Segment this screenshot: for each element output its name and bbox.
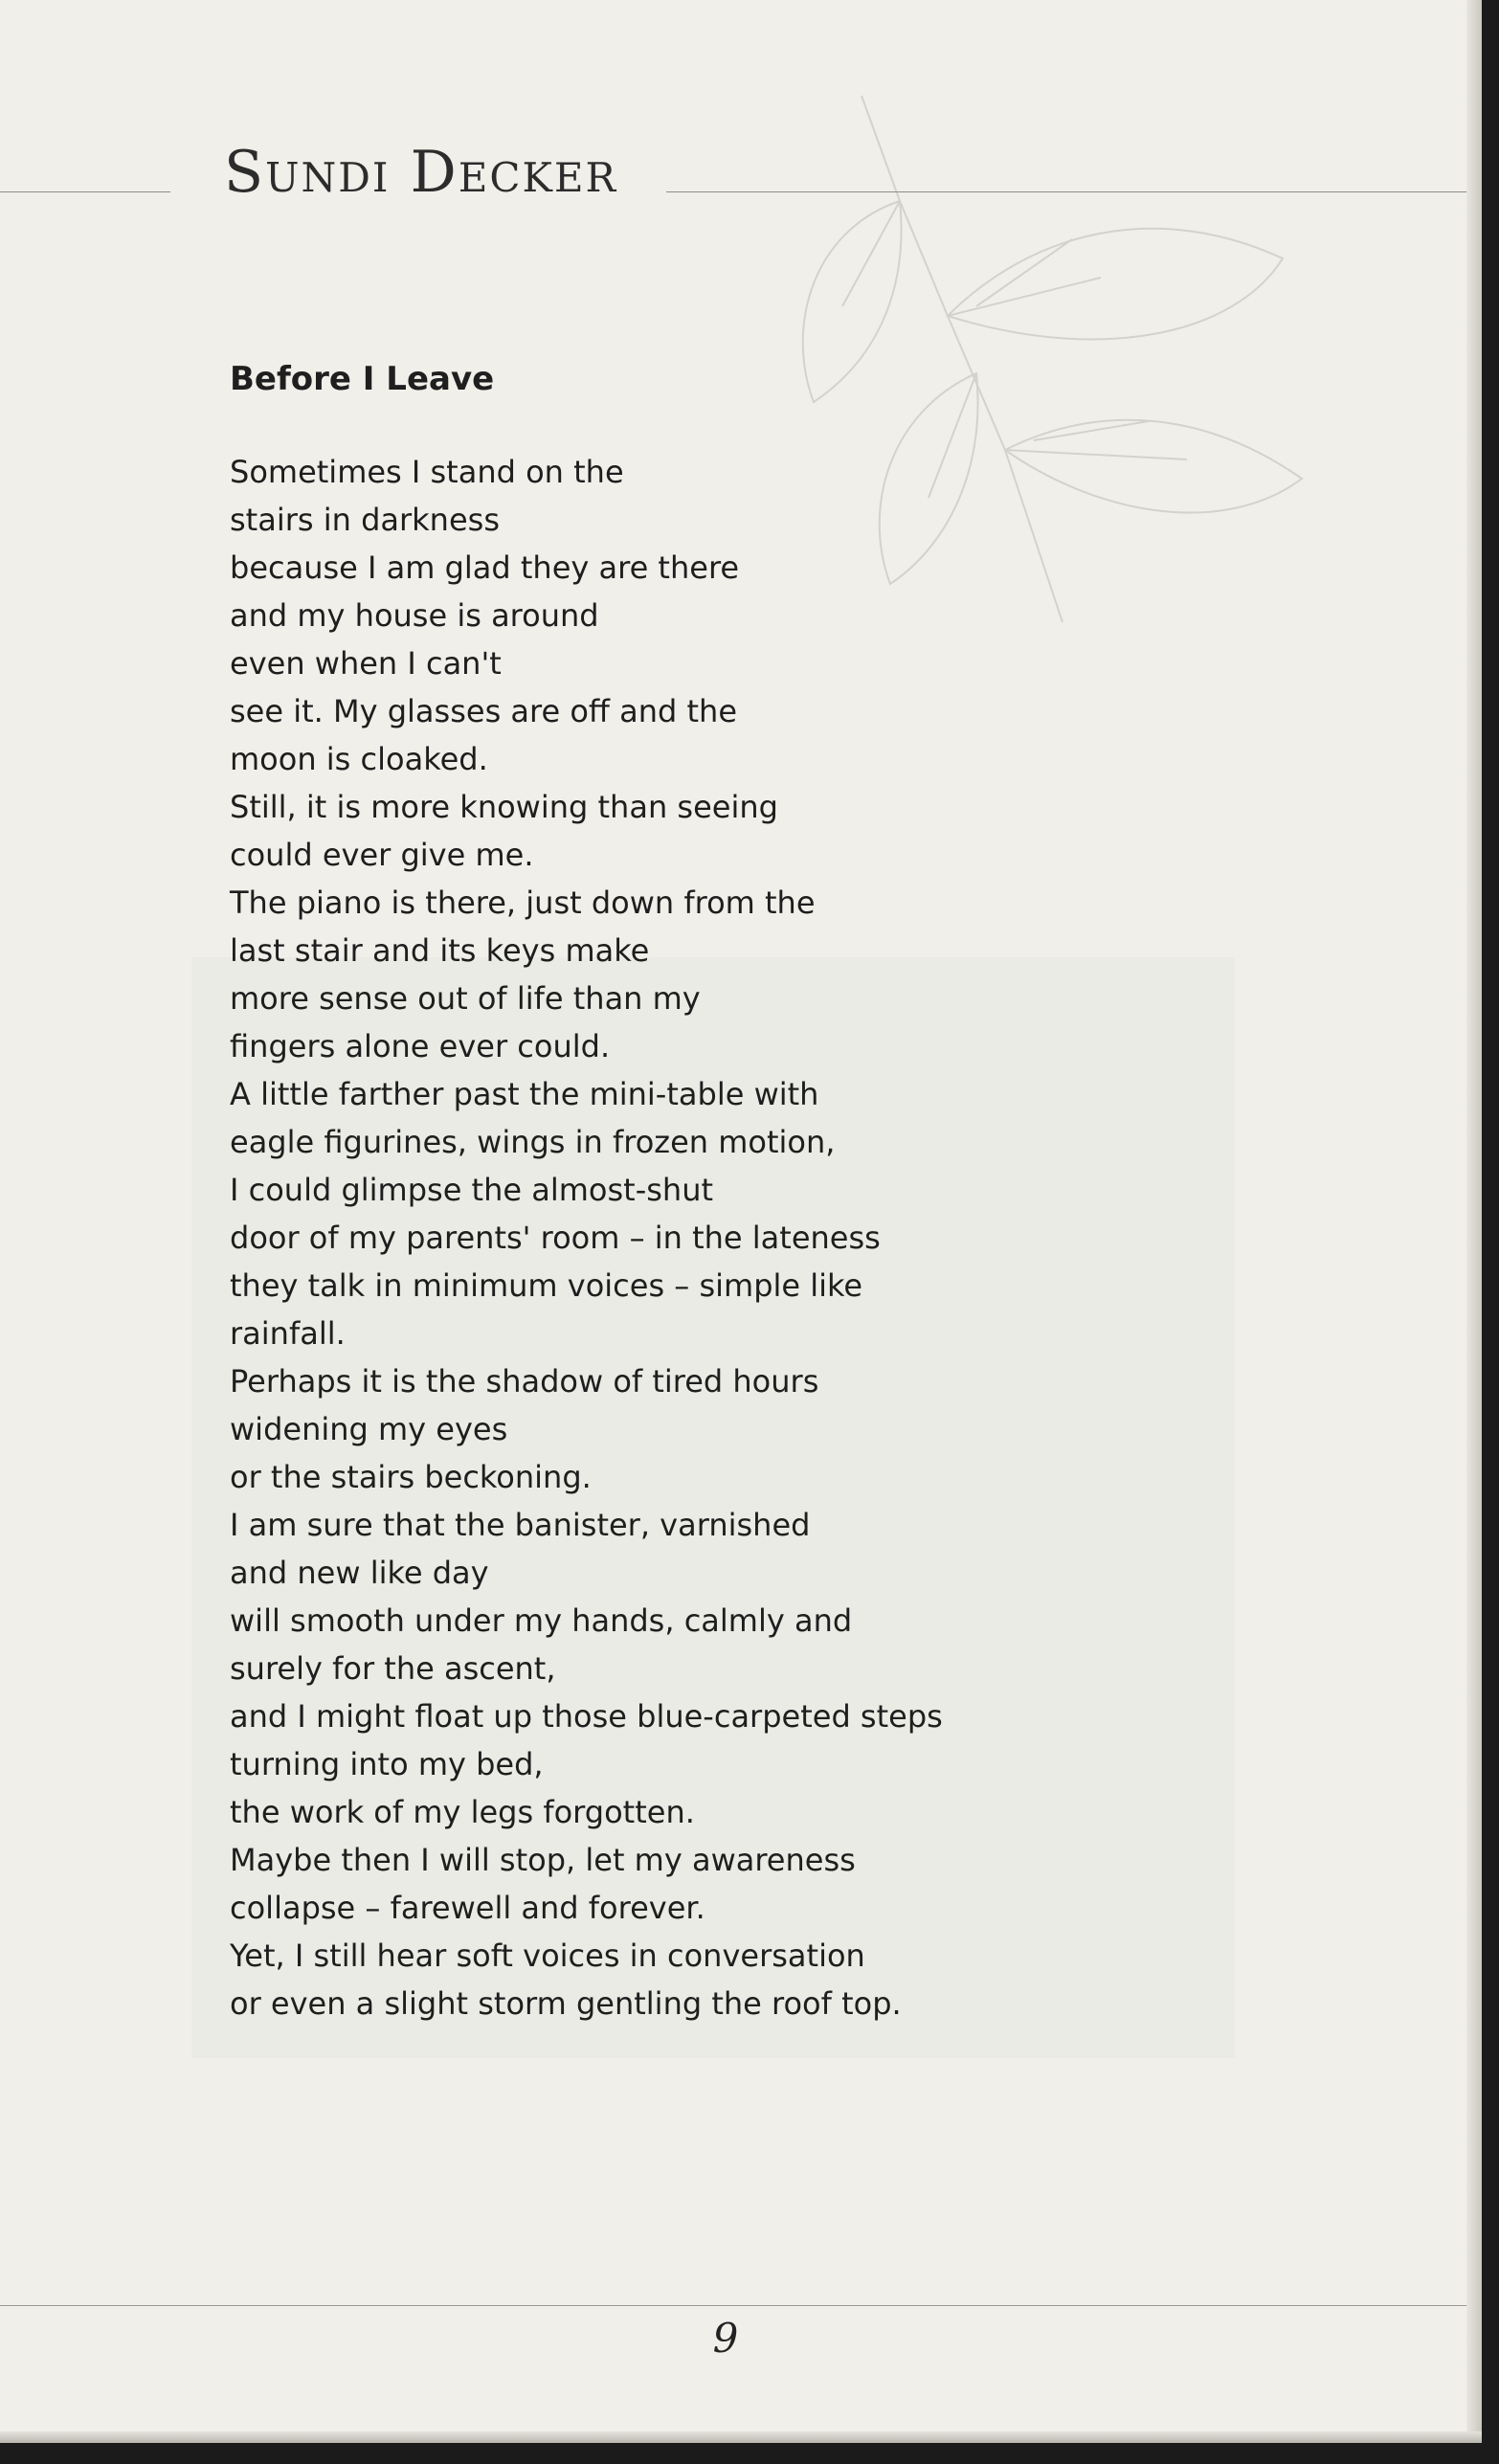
poem-line: they talk in minimum voices – simple like <box>230 1267 863 1304</box>
poem-title: Before I Leave <box>230 360 495 398</box>
poem-line: Yet, I still hear soft voices in conversation <box>230 1938 865 1974</box>
poem-line: Sometimes I stand on the <box>230 454 624 490</box>
poem-line: more sense out of life than my <box>230 980 701 1017</box>
poem-line: eagle figurines, wings in frozen motion, <box>230 1124 836 1160</box>
poem-line: could ever give me. <box>230 837 534 873</box>
poem-line: last stair and its keys make <box>230 932 650 969</box>
poem-line: Still, it is more knowing than seeing <box>230 789 778 825</box>
poem-line: or the stairs beckoning. <box>230 1459 592 1495</box>
poem-line: fingers alone ever could. <box>230 1028 611 1064</box>
poem-line: moon is cloaked. <box>230 741 488 777</box>
poem-line: and new like day <box>230 1555 489 1591</box>
poem-line: and my house is around <box>230 597 599 634</box>
page-edge-right <box>1466 0 1482 2443</box>
header-rule-left <box>0 191 170 192</box>
poem-line: or even a slight storm gentling the roof top. <box>230 1985 902 2022</box>
poem-line: widening my eyes <box>230 1411 508 1447</box>
poem-line: even when I can't <box>230 645 502 682</box>
poem-line: will smooth under my hands, calmly and <box>230 1602 853 1639</box>
poem-line: door of my parents' room – in the lateness <box>230 1220 881 1256</box>
poem-line: rainfall. <box>230 1315 346 1352</box>
poem-line: stairs in darkness <box>230 502 500 538</box>
page-number: 9 <box>712 2315 739 2362</box>
poem-line: the work of my legs forgotten. <box>230 1794 695 1830</box>
page-edge-bottom <box>0 2431 1482 2443</box>
poem-line: A little farther past the mini-table with <box>230 1076 819 1112</box>
poem-line: and I might float up those blue-carpeted steps <box>230 1698 943 1735</box>
poem-line: The piano is there, just down from the <box>230 885 816 921</box>
poem-line: collapse – farewell and forever. <box>230 1890 705 1926</box>
poem-line: surely for the ascent, <box>230 1650 556 1687</box>
poem-line: see it. My glasses are off and the <box>230 693 738 729</box>
poem-line: Maybe then I will stop, let my awareness <box>230 1842 856 1878</box>
poem-line: Perhaps it is the shadow of tired hours <box>230 1363 819 1400</box>
author-name: Sundi Decker <box>224 139 618 206</box>
footer-rule <box>0 2305 1472 2306</box>
poem-line: I am sure that the banister, varnished <box>230 1507 811 1543</box>
poem-line: because I am glad they are there <box>230 549 740 586</box>
header-rule-right <box>666 191 1472 192</box>
poem-line: turning into my bed, <box>230 1746 544 1782</box>
poem-body <box>230 448 943 2027</box>
poem-line: I could glimpse the almost-shut <box>230 1172 714 1208</box>
